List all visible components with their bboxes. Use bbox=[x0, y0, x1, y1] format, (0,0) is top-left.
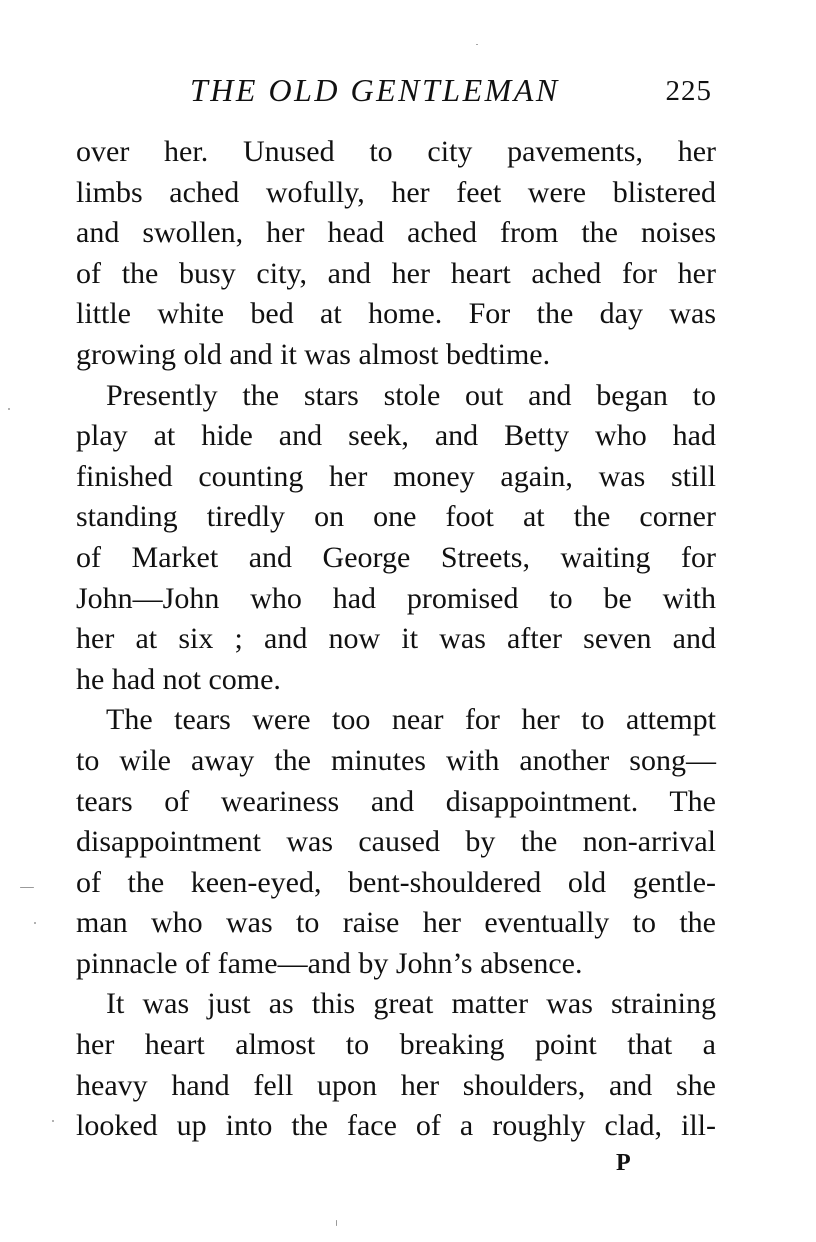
text-line: The tears were too near for her to attempt bbox=[76, 703, 716, 737]
text-line: looked up into the face of a roughly clad, ill- bbox=[76, 1109, 716, 1143]
scan-speck bbox=[52, 1120, 54, 1122]
running-head bbox=[76, 68, 716, 112]
text-line: her at six ; and now it was after seven and bbox=[76, 622, 716, 656]
text-line: little white bed at home. For the day was bbox=[76, 297, 716, 331]
scan-speck bbox=[34, 922, 36, 924]
text-line: her heart almost to breaking point that a bbox=[76, 1028, 716, 1062]
scan-speck bbox=[8, 408, 10, 410]
text-line: disappointment was caused by the non-arrival bbox=[76, 825, 716, 859]
text-line: of Market and George Streets, waiting for bbox=[76, 540, 716, 574]
text-line: tears of weariness and disappointment. The bbox=[76, 784, 716, 818]
scan-speck bbox=[336, 1220, 337, 1226]
text-line: to wile away the minutes with another song— bbox=[76, 743, 716, 777]
page-number: 225 bbox=[665, 75, 712, 107]
text-line: finished counting her money again, was still bbox=[76, 459, 716, 493]
text-line: he had not come. bbox=[76, 662, 281, 696]
text-line: It was just as this great matter was straining bbox=[76, 987, 716, 1021]
body-text bbox=[76, 132, 716, 1147]
text-line: pinnacle of fame—and by John’s absence. bbox=[76, 946, 583, 980]
text-line: over her. Unused to city pavements, her bbox=[76, 135, 716, 168]
text-line: of the busy city, and her heart ached for her bbox=[76, 256, 716, 290]
text-line: Presently the stars stole out and began to bbox=[76, 378, 716, 412]
text-line: standing tiredly on one foot at the corner bbox=[76, 500, 716, 534]
scan-speck bbox=[20, 887, 34, 888]
text-line: John—John who had promised to be with bbox=[76, 581, 716, 615]
text-line: heavy hand fell upon her shoulders, and she bbox=[76, 1068, 716, 1102]
signature-mark: P bbox=[616, 1150, 631, 1176]
running-title: THE OLD GENTLEMAN bbox=[190, 72, 560, 108]
text-line: play at hide and seek, and Betty who had bbox=[76, 419, 716, 453]
text-line: growing old and it was almost bedtime. bbox=[76, 337, 551, 371]
text-line: and swollen, her head ached from the noises bbox=[76, 216, 716, 250]
text-line: limbs ached wofully, her feet were blistered bbox=[76, 175, 716, 209]
text-line: man who was to raise her eventually to the bbox=[76, 906, 716, 940]
scan-speck bbox=[476, 44, 478, 45]
text-line: of the keen-eyed, bent-shouldered old gentle- bbox=[76, 865, 716, 899]
